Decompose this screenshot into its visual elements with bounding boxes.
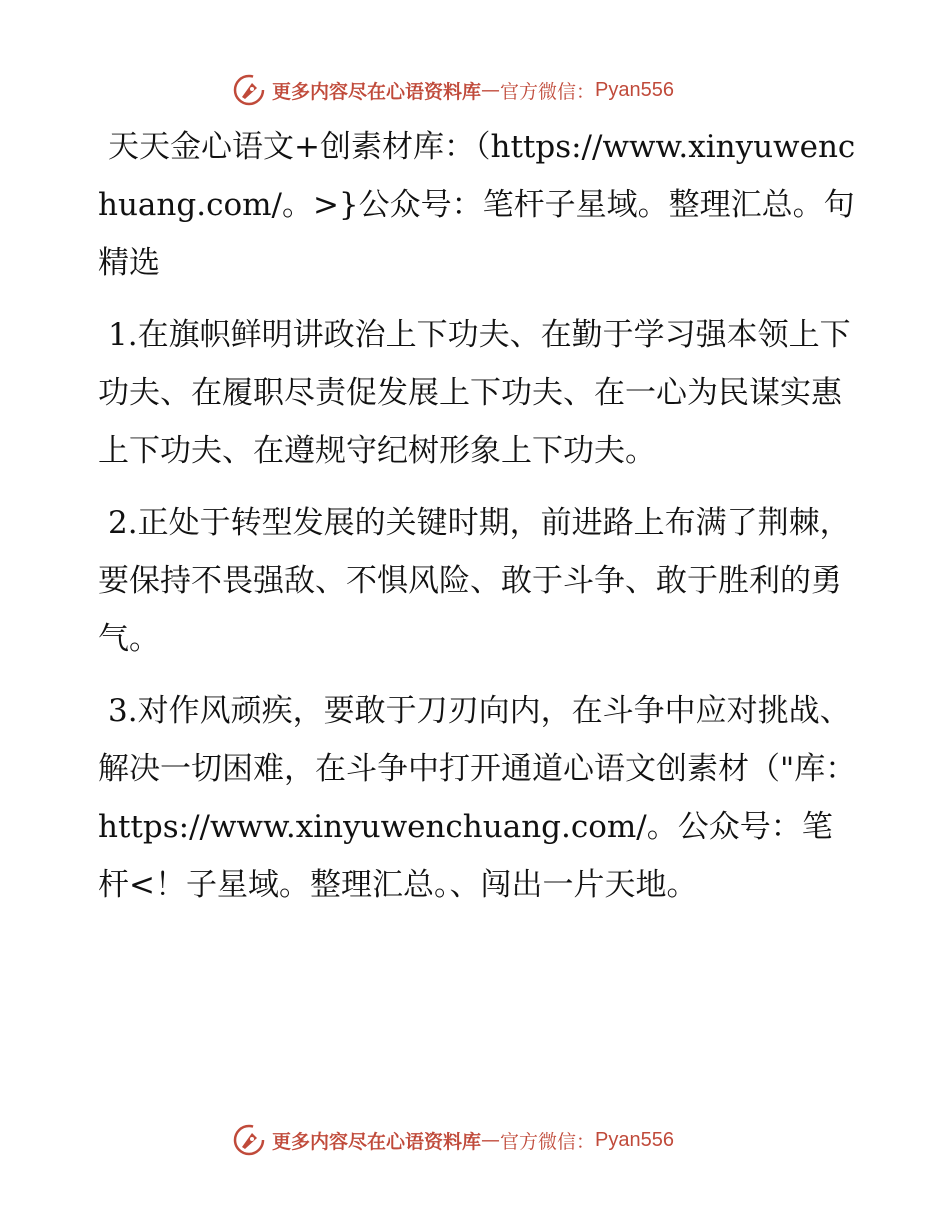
banner-slogan: 更多内容尽在心语资料库 [272, 80, 482, 103]
paragraph-item-1: 1.在旗帜鲜明讲政治上下功夫、在勤于学习强本领上下功夫、在履职尽责促发展上下功夫、在一心为民谋实惠上下功夫、在遵规守纪树形象上下功夫。 [98, 317, 851, 469]
paragraph-item-2: 2.正处于转型发展的关键时期，前进路上布满了荆棘，要保持不畏强敌、不惧风险、敢于斗争、敢于胜利的勇气。 [98, 505, 851, 657]
banner-wechat-label: 官方微信： [500, 1130, 596, 1153]
paragraph-item-3: 3.对作风顽疾，要敢于刀刃向内，在斗争中应对挑战、解决一切困难，在斗争中打开通道心语文创素材（"库：https://www.xinyuwenchuang.com/。公众号：笔杆<！子星域。整理汇总。、闯出一片天地。 [98, 693, 857, 903]
banner-separator: — [481, 1129, 501, 1151]
paragraph-intro: 天天金心语文+创素材库：（https://www.xinyuwenchuang.com/。>}公众号：笔杆子星域。整理汇总。句精选 [98, 129, 856, 281]
pen-nib-logo-icon [232, 1123, 266, 1157]
banner-wechat-label: 官方微信： [500, 80, 596, 103]
banner-wechat-id: Pyan556 [595, 1128, 674, 1151]
banner-wechat-id: Pyan556 [595, 78, 674, 101]
document-body [98, 118, 858, 928]
banner-slogan: 更多内容尽在心语资料库 [272, 1130, 482, 1153]
header-banner [232, 72, 712, 108]
footer-banner [232, 1122, 712, 1158]
banner-separator: — [481, 79, 501, 101]
pen-nib-logo-icon [232, 73, 266, 107]
